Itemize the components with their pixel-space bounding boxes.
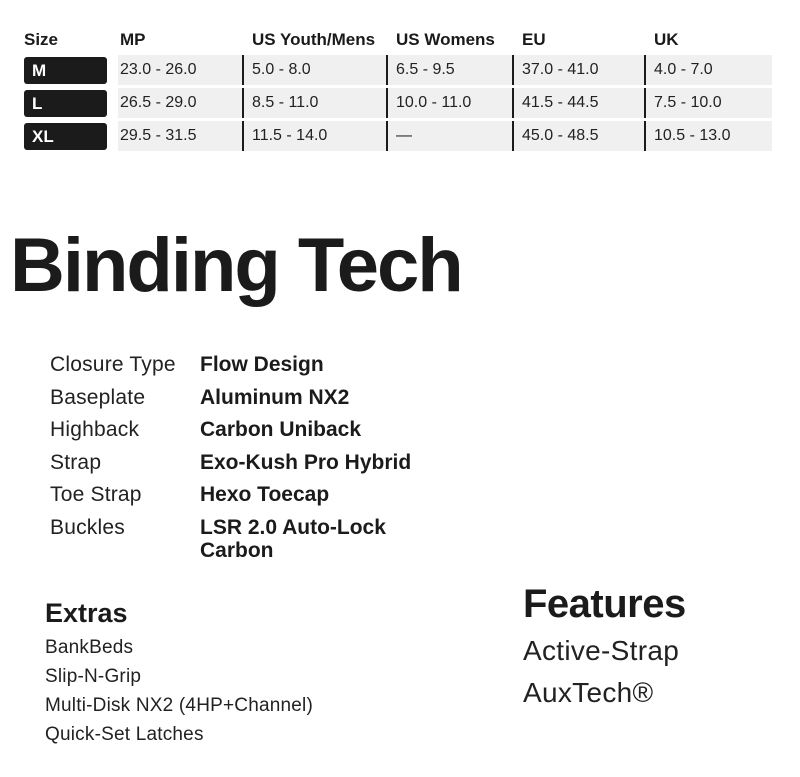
size-row-l bbox=[22, 88, 772, 118]
cell-us-womens: — bbox=[396, 127, 412, 144]
spec-value: Carbon Uniback bbox=[200, 418, 362, 441]
cell-uk: 10.5 - 13.0 bbox=[654, 127, 731, 144]
column-divider bbox=[512, 88, 514, 118]
cell-uk: 7.5 - 10.0 bbox=[654, 94, 722, 111]
size-row-xl bbox=[22, 121, 772, 151]
spec-value: Hexo Toecap bbox=[200, 483, 330, 506]
size-chart bbox=[22, 30, 772, 151]
spec-label: Baseplate bbox=[50, 385, 146, 409]
features-heading: Features bbox=[523, 582, 686, 626]
spec-label: Closure Type bbox=[50, 353, 176, 376]
column-divider bbox=[386, 55, 388, 85]
spec-value: Exo-Kush Pro Hybrid bbox=[200, 450, 412, 474]
spec-value: Aluminum NX2 bbox=[200, 385, 350, 409]
cell-uk: 4.0 - 7.0 bbox=[654, 61, 713, 78]
cell-us-youth-mens: 8.5 - 11.0 bbox=[252, 94, 319, 111]
extras-heading: Extras bbox=[45, 598, 128, 628]
features-section bbox=[523, 582, 686, 715]
spec-label: Highback bbox=[50, 418, 140, 441]
cell-mp: 29.5 - 31.5 bbox=[120, 127, 197, 144]
column-divider bbox=[644, 121, 646, 151]
page-title: Binding Tech bbox=[10, 223, 462, 308]
cell-us-womens: 6.5 - 9.5 bbox=[396, 61, 455, 78]
cell-eu: 45.0 - 48.5 bbox=[522, 127, 599, 144]
column-divider bbox=[386, 121, 388, 151]
cell-us-youth-mens: 5.0 - 8.0 bbox=[252, 61, 311, 78]
extras-section bbox=[45, 598, 313, 751]
column-divider bbox=[242, 55, 244, 85]
size-chip-l: L bbox=[24, 90, 107, 117]
column-divider bbox=[644, 88, 646, 118]
size-chip-xl: XL bbox=[24, 123, 107, 150]
features-item: AuxTech® bbox=[523, 677, 654, 708]
spec-label: Toe Strap bbox=[50, 483, 142, 506]
size-row-m bbox=[22, 55, 772, 85]
column-divider bbox=[386, 88, 388, 118]
extras-item: BankBeds bbox=[45, 637, 134, 658]
column-divider bbox=[242, 88, 244, 118]
cell-mp: 23.0 - 26.0 bbox=[120, 61, 197, 78]
column-divider bbox=[644, 55, 646, 85]
size-chart-header bbox=[22, 30, 772, 52]
spec-label: Buckles bbox=[50, 515, 125, 539]
cell-eu: 41.5 - 44.5 bbox=[522, 94, 599, 111]
header-us-womens: US Womens bbox=[396, 30, 495, 49]
header-us-youth-mens: US Youth/Mens bbox=[252, 30, 376, 49]
cell-eu: 37.0 - 41.0 bbox=[522, 61, 599, 78]
spec-value: Flow Design bbox=[200, 353, 324, 376]
features-item: Active-Strap bbox=[523, 635, 680, 666]
spec-value: LSR 2.0 Auto-Lock Carbon bbox=[200, 515, 386, 562]
cell-us-youth-mens: 11.5 - 14.0 bbox=[252, 127, 328, 144]
cell-us-womens: 10.0 - 11.0 bbox=[396, 94, 472, 111]
header-mp: MP bbox=[120, 30, 146, 49]
cell-mp: 26.5 - 29.0 bbox=[120, 94, 197, 111]
extras-item: Quick-Set Latches bbox=[45, 724, 204, 745]
extras-item: Slip-N-Grip bbox=[45, 666, 142, 687]
spec-label: Strap bbox=[50, 450, 102, 474]
header-size: Size bbox=[24, 30, 59, 49]
extras-item: Multi-Disk NX2 (4HP+Channel) bbox=[45, 695, 313, 716]
header-eu: EU bbox=[522, 30, 546, 49]
column-divider bbox=[512, 121, 514, 151]
size-chip-m: M bbox=[24, 57, 107, 84]
column-divider bbox=[242, 121, 244, 151]
header-uk: UK bbox=[654, 30, 679, 49]
column-divider bbox=[512, 55, 514, 85]
